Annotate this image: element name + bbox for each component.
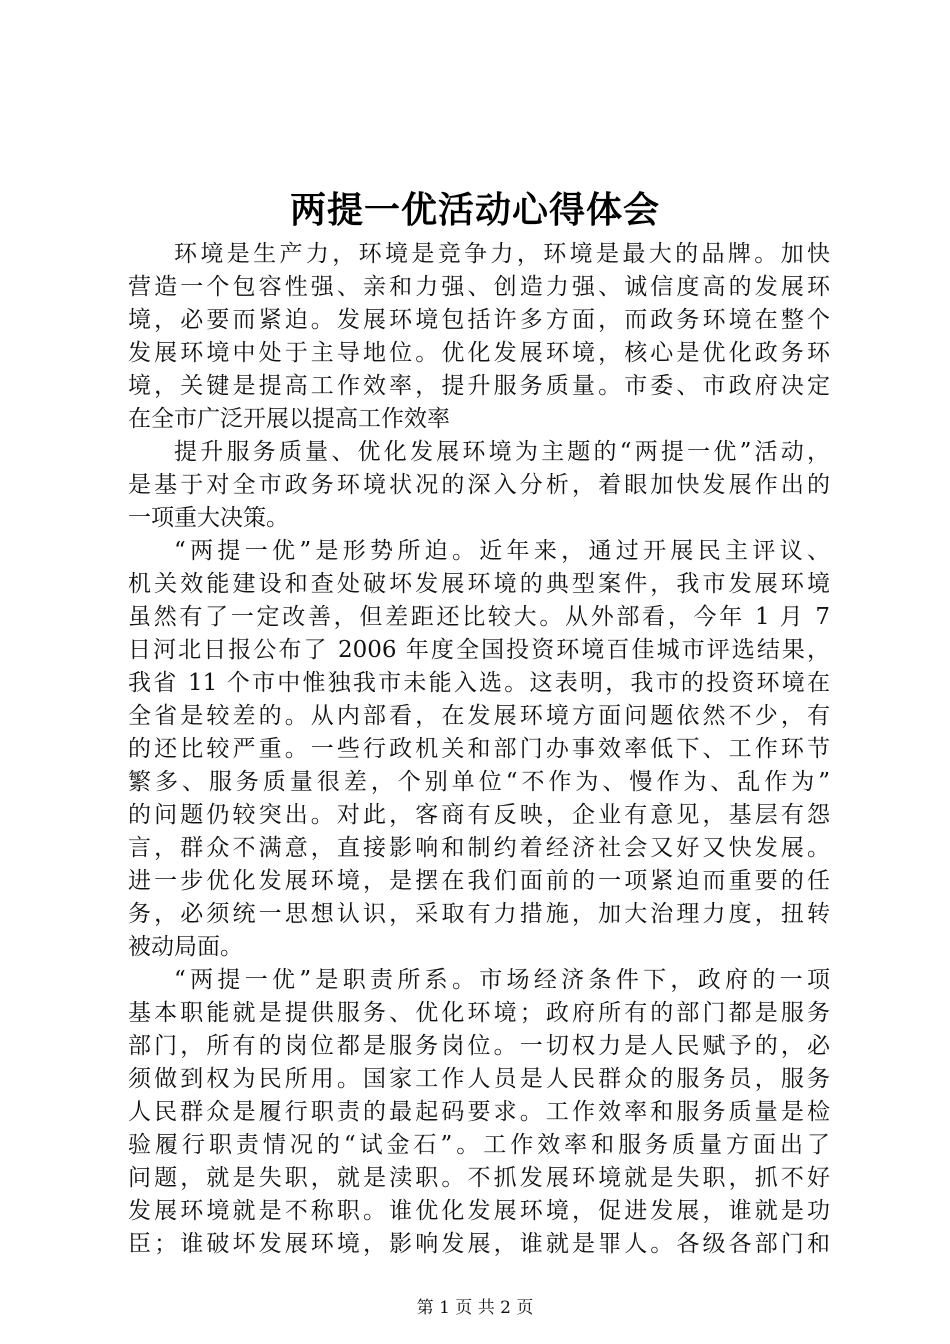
text-line: 须做到权为民所用。国家工作人员是人民群众的服务员，服务: [128, 1066, 830, 1092]
text-line: 提升服务质量、优化发展环境为主题的“两提一优”活动，: [174, 439, 830, 465]
text-line: 的还比较严重。一些行政机关和部门办事效率低下、工作环节: [128, 736, 830, 762]
text-line: 我省 11 个市中惟独我市未能入选。这表明，我市的投资环境在: [128, 670, 830, 696]
text-line: 虽然有了一定改善，但差距还比较大。从外部看，今年 1 月 7: [128, 604, 830, 630]
text-line: 全省是较差的。从内部看，在发展环境方面问题依然不少，有: [128, 703, 830, 729]
text-line: “两提一优”是职责所系。市场经济条件下，政府的一项: [174, 967, 830, 993]
document-body: [128, 238, 830, 1261]
text-line: 问题，就是失职，就是渎职。不抓发展环境就是失职，抓不好: [128, 1165, 830, 1191]
text-line: 务，必须统一思想认识，采取有力措施，加大治理力度，扭转: [128, 901, 830, 927]
text-line: 发展环境就是不称职。谁优化发展环境，促进发展，谁就是功: [128, 1198, 830, 1224]
text-line: 人民群众是履行职责的最起码要求。工作效率和服务质量是检: [128, 1099, 830, 1125]
text-line: 基本职能就是提供服务、优化环境；政府所有的部门都是服务: [128, 1000, 830, 1026]
text-line: 日河北日报公布了 2006 年度全国投资环境百佳城市评选结果，: [128, 637, 830, 663]
text-line: 验履行职责情况的“试金石”。工作效率和服务质量方面出了: [128, 1132, 830, 1158]
text-line: 机关效能建设和查处破坏发展环境的典型案件，我市发展环境: [128, 571, 830, 597]
text-line: 臣；谁破坏发展环境，影响发展，谁就是罪人。各级各部门和: [128, 1231, 830, 1257]
text-line: 繁多、服务质量很差，个别单位“不作为、慢作为、乱作为”: [128, 769, 830, 795]
text-line: 环境是生产力，环境是竞争力，环境是最大的品牌。加快: [174, 241, 830, 267]
text-line: 在全市广泛开展以提高工作效率: [128, 406, 450, 432]
text-line: 境，必要而紧迫。发展环境包括许多方面，而政务环境在整个: [128, 307, 830, 333]
text-line: 被动局面。: [128, 934, 243, 960]
text-line: 的问题仍较突出。对此，客商有反映，企业有意见，基层有怨: [128, 802, 830, 828]
text-line: 进一步优化发展环境，是摆在我们面前的一项紧迫而重要的任: [128, 868, 830, 894]
text-line: 营造一个包容性强、亲和力强、创造力强、诚信度高的发展环: [128, 274, 830, 300]
text-line: 是基于对全市政务环境状况的深入分析，着眼加快发展作出的: [128, 472, 830, 498]
text-line: “两提一优”是形势所迫。近年来，通过开展民主评议、: [174, 538, 830, 564]
text-line: 发展环境中处于主导地位。优化发展环境，核心是优化政务环: [128, 340, 830, 366]
page-title: 两提一优活动心得体会: [289, 189, 660, 231]
text-line: 部门，所有的岗位都是服务岗位。一切权力是人民赋予的，必: [128, 1033, 830, 1059]
page-footer: 第 1 页 共 2 页: [416, 1298, 534, 1318]
text-line: 一项重大决策。: [128, 505, 289, 531]
text-line: 境，关键是提高工作效率，提升服务质量。市委、市政府决定: [128, 373, 830, 399]
text-line: 言，群众不满意，直接影响和制约着经济社会又好又快发展。: [128, 835, 830, 861]
